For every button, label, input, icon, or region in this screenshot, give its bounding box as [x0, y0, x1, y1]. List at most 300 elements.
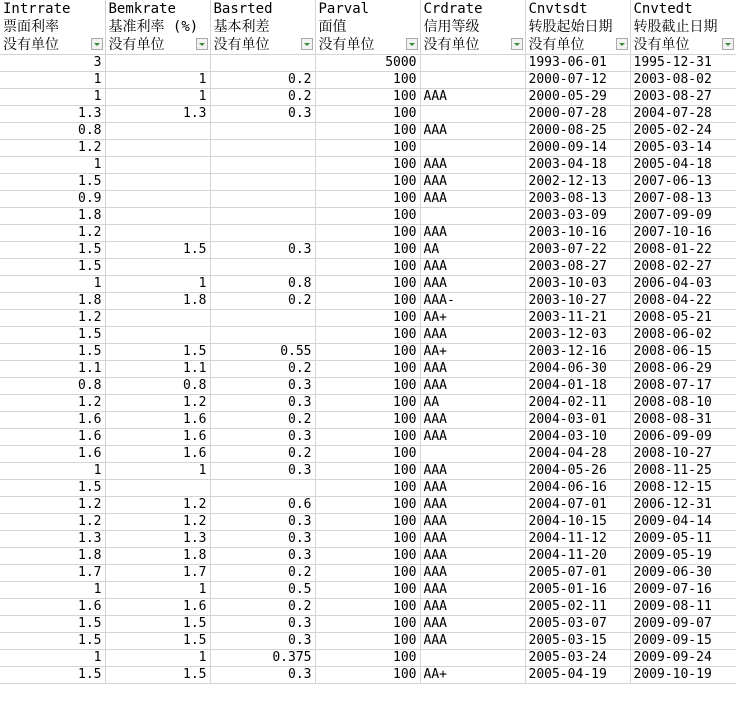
table-cell[interactable]: 100	[315, 548, 420, 565]
table-cell[interactable]: 1.5	[0, 616, 105, 633]
table-cell[interactable]: AAA-	[420, 293, 525, 310]
table-cell[interactable]: 0.8	[0, 378, 105, 395]
column-unit: 没有单位	[318, 37, 375, 53]
table-cell[interactable]: 2008-02-27	[630, 259, 736, 276]
table-cell[interactable]: AA	[420, 395, 525, 412]
table-cell[interactable]: 2003-12-03	[525, 327, 630, 344]
table-cell[interactable]: 1.5	[105, 616, 210, 633]
table-cell[interactable]	[420, 55, 525, 72]
table-cell[interactable]: 100	[315, 140, 420, 157]
table-cell[interactable]: 1.1	[0, 361, 105, 378]
table-cell[interactable]: AAA	[420, 225, 525, 242]
table-cell[interactable]: 0.2	[210, 565, 315, 582]
table-cell[interactable]: 100	[315, 72, 420, 89]
table-cell[interactable]: 1.5	[0, 480, 105, 497]
table-cell[interactable]: 0.375	[210, 650, 315, 667]
table-cell[interactable]: 2008-06-15	[630, 344, 736, 361]
table-cell[interactable]	[420, 446, 525, 463]
table-cell[interactable]: AA+	[420, 344, 525, 361]
table-cell[interactable]: AAA	[420, 378, 525, 395]
table-row	[0, 361, 736, 378]
table-cell[interactable]: 100	[315, 582, 420, 599]
table-cell[interactable]: 2000-05-29	[525, 89, 630, 106]
table-cell[interactable]: 1.2	[0, 225, 105, 242]
table-cell[interactable]: 2004-05-26	[525, 463, 630, 480]
table-cell[interactable]: 2004-04-28	[525, 446, 630, 463]
table-cell[interactable]: 2005-04-19	[525, 667, 630, 684]
table-cell[interactable]: 0.2	[210, 293, 315, 310]
table-cell[interactable]: 1	[0, 276, 105, 293]
table-cell[interactable]: 100	[315, 497, 420, 514]
table-cell[interactable]: 2005-03-24	[525, 650, 630, 667]
table-cell[interactable]: 1	[105, 582, 210, 599]
table-cell[interactable]: 1995-12-31	[630, 55, 736, 72]
table-cell[interactable]: 0.3	[210, 242, 315, 259]
table-cell[interactable]: AAA	[420, 497, 525, 514]
table-cell[interactable]: 1.8	[0, 208, 105, 225]
table-cell[interactable]: 1.3	[0, 531, 105, 548]
table-cell[interactable]	[210, 327, 315, 344]
table-cell[interactable]: 100	[315, 293, 420, 310]
table-row	[0, 55, 736, 72]
table-cell[interactable]: 1	[105, 276, 210, 293]
table-cell[interactable]: AAA	[420, 276, 525, 293]
table-cell[interactable]: 0.3	[210, 429, 315, 446]
table-cell[interactable]: 100	[315, 344, 420, 361]
table-cell[interactable]: 2000-09-14	[525, 140, 630, 157]
table-cell[interactable]	[420, 140, 525, 157]
table-row	[0, 191, 736, 208]
table-cell[interactable]: 100	[315, 310, 420, 327]
table-cell[interactable]	[105, 123, 210, 140]
table-cell[interactable]: 1.5	[0, 633, 105, 650]
table-row	[0, 412, 736, 429]
table-cell[interactable]: 1.5	[0, 174, 105, 191]
table-cell[interactable]	[105, 140, 210, 157]
filter-dropdown-icon[interactable]	[722, 38, 734, 50]
table-cell[interactable]: 0.2	[210, 446, 315, 463]
table-cell[interactable]: 1.6	[105, 446, 210, 463]
table-cell[interactable]: 2004-11-12	[525, 531, 630, 548]
table-cell[interactable]: 0.2	[210, 89, 315, 106]
column-unit-cell[interactable]	[0, 36, 105, 55]
table-cell[interactable]: 0.3	[210, 531, 315, 548]
table-cell[interactable]: 1.2	[0, 514, 105, 531]
table-cell[interactable]: 2005-07-01	[525, 565, 630, 582]
column-unit-cell[interactable]	[525, 36, 630, 55]
table-cell[interactable]: 1.6	[0, 599, 105, 616]
table-cell[interactable]: 1.5	[105, 633, 210, 650]
table-cell[interactable]: 100	[315, 259, 420, 276]
table-cell[interactable]: 5000	[315, 55, 420, 72]
table-cell[interactable]: 2006-04-03	[630, 276, 736, 293]
table-cell[interactable]: 1	[0, 650, 105, 667]
table-cell[interactable]: AAA	[420, 514, 525, 531]
table-cell[interactable]	[210, 123, 315, 140]
table-cell[interactable]: 0.3	[210, 463, 315, 480]
table-cell[interactable]: 1.8	[105, 548, 210, 565]
column-name[interactable]: 转股截止日期	[630, 18, 736, 36]
table-cell[interactable]: 1.5	[105, 242, 210, 259]
table-cell[interactable]: 100	[315, 89, 420, 106]
table-cell[interactable]	[420, 650, 525, 667]
table-cell[interactable]: 0.3	[210, 667, 315, 684]
table-cell[interactable]: 2002-12-13	[525, 174, 630, 191]
table-cell[interactable]: 1.8	[0, 293, 105, 310]
table-cell[interactable]: 100	[315, 327, 420, 344]
table-cell[interactable]: 2004-03-10	[525, 429, 630, 446]
table-cell[interactable]: 100	[315, 242, 420, 259]
table-cell[interactable]: 1993-06-01	[525, 55, 630, 72]
table-cell[interactable]: 0.3	[210, 378, 315, 395]
column-name[interactable]: 票面利率	[0, 18, 105, 36]
table-cell[interactable]: 100	[315, 599, 420, 616]
table-cell[interactable]: 100	[315, 667, 420, 684]
table-cell[interactable]: 2004-11-20	[525, 548, 630, 565]
table-cell[interactable]	[105, 310, 210, 327]
table-cell[interactable]: 1.8	[0, 548, 105, 565]
table-cell[interactable]: 0.3	[210, 395, 315, 412]
table-cell[interactable]	[210, 55, 315, 72]
table-cell[interactable]: 0.55	[210, 344, 315, 361]
table-cell[interactable]: 2008-05-21	[630, 310, 736, 327]
table-cell[interactable]: 1	[0, 463, 105, 480]
column-name[interactable]: 面值	[315, 18, 420, 36]
table-cell[interactable]: 100	[315, 395, 420, 412]
table-cell[interactable]: AAA	[420, 157, 525, 174]
filter-dropdown-icon[interactable]	[616, 38, 628, 50]
table-cell[interactable]: 100	[315, 429, 420, 446]
table-cell[interactable]: 2003-03-09	[525, 208, 630, 225]
table-cell[interactable]: 2007-10-16	[630, 225, 736, 242]
table-cell[interactable]: AAA	[420, 191, 525, 208]
table-cell[interactable]	[210, 259, 315, 276]
table-cell[interactable]: AA+	[420, 667, 525, 684]
table-cell[interactable]: 2003-10-16	[525, 225, 630, 242]
table-cell[interactable]: 0.2	[210, 72, 315, 89]
table-cell[interactable]: 2009-06-30	[630, 565, 736, 582]
table-cell[interactable]: 1.6	[105, 412, 210, 429]
table-cell[interactable]: 1	[0, 157, 105, 174]
table-cell[interactable]: AAA	[420, 259, 525, 276]
table-cell[interactable]: 2007-06-13	[630, 174, 736, 191]
table-cell[interactable]: 2009-05-11	[630, 531, 736, 548]
table-cell[interactable]: AAA	[420, 582, 525, 599]
table-cell[interactable]: 1.3	[105, 531, 210, 548]
table-cell[interactable]: 1.2	[105, 497, 210, 514]
table-cell[interactable]	[420, 72, 525, 89]
table-cell[interactable]: 1.2	[105, 514, 210, 531]
table-cell[interactable]: AAA	[420, 89, 525, 106]
table-row	[0, 395, 736, 412]
table-cell[interactable]: 2007-09-09	[630, 208, 736, 225]
table-cell[interactable]: 100	[315, 531, 420, 548]
table-cell[interactable]: 2000-07-12	[525, 72, 630, 89]
table-cell[interactable]: AAA	[420, 565, 525, 582]
table-cell[interactable]: 2008-10-27	[630, 446, 736, 463]
table-cell[interactable]: 2004-06-16	[525, 480, 630, 497]
table-row	[0, 106, 736, 123]
table-cell[interactable]: 2005-03-14	[630, 140, 736, 157]
table-cell[interactable]: AAA	[420, 327, 525, 344]
table-cell[interactable]: 2003-10-27	[525, 293, 630, 310]
table-cell[interactable]: 0.3	[210, 548, 315, 565]
column-code[interactable]: Cnvtedt	[630, 0, 736, 18]
table-cell[interactable]: 2003-08-02	[630, 72, 736, 89]
table-cell[interactable]	[105, 208, 210, 225]
table-cell[interactable]: 1	[0, 582, 105, 599]
table-cell[interactable]: 100	[315, 106, 420, 123]
table-cell[interactable]	[105, 174, 210, 191]
table-cell[interactable]: 100	[315, 514, 420, 531]
table-cell[interactable]: 1.5	[0, 242, 105, 259]
table-cell[interactable]: AAA	[420, 548, 525, 565]
table-cell[interactable]	[210, 208, 315, 225]
table-cell[interactable]: 2000-07-28	[525, 106, 630, 123]
column-code[interactable]: Parval	[315, 0, 420, 18]
table-cell[interactable]: 0.2	[210, 361, 315, 378]
table-cell[interactable]: 0.9	[0, 191, 105, 208]
table-cell[interactable]: 1.2	[0, 395, 105, 412]
table-cell[interactable]: AA+	[420, 310, 525, 327]
table-cell[interactable]: 100	[315, 123, 420, 140]
table-cell[interactable]: 2003-11-21	[525, 310, 630, 327]
filter-dropdown-icon[interactable]	[301, 38, 313, 50]
table-cell[interactable]: 100	[315, 616, 420, 633]
table-cell[interactable]: 1.5	[0, 344, 105, 361]
table-cell[interactable]: 2004-01-18	[525, 378, 630, 395]
column-code[interactable]: Intrrate	[0, 0, 105, 18]
unit-header-row	[0, 36, 736, 55]
table-cell[interactable]: AAA	[420, 480, 525, 497]
table-cell[interactable]: 2009-09-24	[630, 650, 736, 667]
table-cell[interactable]: 2008-11-25	[630, 463, 736, 480]
table-cell[interactable]: 1.7	[0, 565, 105, 582]
table-cell[interactable]: 2005-03-15	[525, 633, 630, 650]
column-unit-cell[interactable]	[210, 36, 315, 55]
table-cell[interactable]: 1.5	[105, 667, 210, 684]
column-unit-cell[interactable]	[630, 36, 736, 55]
column-name[interactable]: 转股起始日期	[525, 18, 630, 36]
table-cell[interactable]	[210, 140, 315, 157]
table-cell[interactable]: AAA	[420, 633, 525, 650]
column-name[interactable]: 基本利差	[210, 18, 315, 36]
table-cell[interactable]: AAA	[420, 412, 525, 429]
table-cell[interactable]: 2004-03-01	[525, 412, 630, 429]
column-unit-cell[interactable]	[105, 36, 210, 55]
table-cell[interactable]: 1.2	[0, 140, 105, 157]
table-cell[interactable]: 1.5	[0, 259, 105, 276]
table-cell[interactable]: 2003-08-13	[525, 191, 630, 208]
table-cell[interactable]: 1.1	[105, 361, 210, 378]
table-cell[interactable]: 2005-01-16	[525, 582, 630, 599]
table-cell[interactable]: AAA	[420, 361, 525, 378]
table-cell[interactable]: 2004-10-15	[525, 514, 630, 531]
column-code[interactable]: Cnvtsdt	[525, 0, 630, 18]
table-cell[interactable]: 1.2	[105, 395, 210, 412]
table-cell[interactable]: 2006-09-09	[630, 429, 736, 446]
table-cell[interactable]: 2009-09-07	[630, 616, 736, 633]
table-cell[interactable]: 2003-08-27	[525, 259, 630, 276]
table-cell[interactable]: 1.5	[105, 344, 210, 361]
table-cell[interactable]: 0.3	[210, 514, 315, 531]
table-cell[interactable]: 2003-08-27	[630, 89, 736, 106]
table-cell[interactable]: 2004-07-01	[525, 497, 630, 514]
table-cell[interactable]	[105, 191, 210, 208]
table-cell[interactable]: 100	[315, 225, 420, 242]
table-cell[interactable]	[420, 208, 525, 225]
table-cell[interactable]: 1	[105, 72, 210, 89]
table-cell[interactable]: 1.6	[105, 429, 210, 446]
table-cell[interactable]: 1.6	[0, 412, 105, 429]
table-cell[interactable]	[210, 480, 315, 497]
table-cell[interactable]: 0.3	[210, 616, 315, 633]
table-cell[interactable]: 1.3	[105, 106, 210, 123]
table-cell[interactable]: 2009-10-19	[630, 667, 736, 684]
column-unit-cell[interactable]	[315, 36, 420, 55]
table-cell[interactable]: 2009-04-14	[630, 514, 736, 531]
table-cell[interactable]: 0.3	[210, 633, 315, 650]
table-cell[interactable]: 2008-08-10	[630, 395, 736, 412]
table-cell[interactable]: 2006-12-31	[630, 497, 736, 514]
table-cell[interactable]: 2005-02-24	[630, 123, 736, 140]
table-cell[interactable]: 100	[315, 650, 420, 667]
filter-dropdown-icon[interactable]	[91, 38, 103, 50]
table-cell[interactable]: 1.8	[105, 293, 210, 310]
column-unit-cell[interactable]	[420, 36, 525, 55]
table-cell[interactable]	[105, 225, 210, 242]
table-cell[interactable]: 2008-07-17	[630, 378, 736, 395]
table-cell[interactable]: 1.6	[0, 429, 105, 446]
column-name[interactable]: 基准利率 (%)	[105, 18, 210, 36]
table-cell[interactable]: 2009-08-11	[630, 599, 736, 616]
table-cell[interactable]: 1	[105, 650, 210, 667]
table-cell[interactable]: 100	[315, 463, 420, 480]
column-code[interactable]: Bemkrate	[105, 0, 210, 18]
table-cell[interactable]: 1	[105, 463, 210, 480]
filter-dropdown-icon[interactable]	[196, 38, 208, 50]
table-cell[interactable]: 100	[315, 174, 420, 191]
table-cell[interactable]: 2008-01-22	[630, 242, 736, 259]
table-cell[interactable]: 100	[315, 565, 420, 582]
table-cell[interactable]: 2005-02-11	[525, 599, 630, 616]
table-cell[interactable]: 1.6	[105, 599, 210, 616]
table-cell[interactable]: 1.5	[0, 667, 105, 684]
table-cell[interactable]	[105, 55, 210, 72]
table-cell[interactable]: 2003-07-22	[525, 242, 630, 259]
table-cell[interactable]: 2000-08-25	[525, 123, 630, 140]
table-cell[interactable]	[210, 157, 315, 174]
table-cell[interactable]: AAA	[420, 616, 525, 633]
table-cell[interactable]: 0.8	[0, 123, 105, 140]
table-cell[interactable]: 2009-05-19	[630, 548, 736, 565]
column-unit: 没有单位	[3, 37, 59, 53]
filter-dropdown-icon[interactable]	[406, 38, 418, 50]
column-unit: 没有单位	[213, 37, 270, 53]
table-cell[interactable]: 2004-06-30	[525, 361, 630, 378]
table-cell[interactable]: 1.7	[105, 565, 210, 582]
table-cell[interactable]: 2009-07-16	[630, 582, 736, 599]
table-row	[0, 72, 736, 89]
column-name[interactable]: 信用等级	[420, 18, 525, 36]
table-cell[interactable]: 2008-12-15	[630, 480, 736, 497]
table-cell[interactable]: 2003-12-16	[525, 344, 630, 361]
table-cell[interactable]: 3	[0, 55, 105, 72]
table-cell[interactable]: 1.6	[0, 446, 105, 463]
table-cell[interactable]: 2003-04-18	[525, 157, 630, 174]
table-cell[interactable]: 1.3	[0, 106, 105, 123]
table-cell[interactable]: 100	[315, 157, 420, 174]
table-cell[interactable]	[105, 480, 210, 497]
table-cell[interactable]: 100	[315, 378, 420, 395]
table-cell[interactable]	[105, 327, 210, 344]
table-cell[interactable]: 1.2	[0, 310, 105, 327]
table-cell[interactable]: AAA	[420, 599, 525, 616]
table-cell[interactable]: 100	[315, 446, 420, 463]
table-cell[interactable]: 2009-09-15	[630, 633, 736, 650]
column-code[interactable]: Crdrate	[420, 0, 525, 18]
table-cell[interactable]: 0.8	[105, 378, 210, 395]
filter-dropdown-icon[interactable]	[511, 38, 523, 50]
table-row	[0, 378, 736, 395]
table-cell[interactable]: 0.8	[210, 276, 315, 293]
table-cell[interactable]	[210, 191, 315, 208]
table-cell[interactable]: 2008-08-31	[630, 412, 736, 429]
table-cell[interactable]: 1	[0, 72, 105, 89]
table-cell[interactable]: 1	[0, 89, 105, 106]
table-cell[interactable]: 2007-08-13	[630, 191, 736, 208]
table-cell[interactable]: 2008-06-29	[630, 361, 736, 378]
table-cell[interactable]: 100	[315, 480, 420, 497]
table-cell[interactable]: 0.2	[210, 599, 315, 616]
table-cell[interactable]: 2005-04-18	[630, 157, 736, 174]
table-cell[interactable]: AAA	[420, 463, 525, 480]
table-cell[interactable]	[105, 259, 210, 276]
table-cell[interactable]: 100	[315, 276, 420, 293]
table-cell[interactable]: 100	[315, 208, 420, 225]
table-cell[interactable]: 100	[315, 361, 420, 378]
table-cell[interactable]: 0.2	[210, 412, 315, 429]
table-cell[interactable]: 0.5	[210, 582, 315, 599]
table-cell[interactable]	[105, 157, 210, 174]
table-cell[interactable]: 1	[105, 89, 210, 106]
table-cell[interactable]: AA	[420, 242, 525, 259]
column-unit: 没有单位	[108, 37, 165, 53]
table-cell[interactable]: 2003-10-03	[525, 276, 630, 293]
table-cell[interactable]: AAA	[420, 429, 525, 446]
table-cell[interactable]	[420, 106, 525, 123]
table-cell[interactable]: 100	[315, 412, 420, 429]
table-cell[interactable]: 0.3	[210, 106, 315, 123]
table-cell[interactable]: AAA	[420, 174, 525, 191]
table-cell[interactable]: 100	[315, 191, 420, 208]
table-cell[interactable]: 2008-06-02	[630, 327, 736, 344]
table-cell[interactable]	[210, 225, 315, 242]
column-code[interactable]: Basrted	[210, 0, 315, 18]
table-cell[interactable]: AAA	[420, 123, 525, 140]
table-cell[interactable]	[210, 310, 315, 327]
table-cell[interactable]: 2005-03-07	[525, 616, 630, 633]
table-cell[interactable]: AAA	[420, 531, 525, 548]
table-cell[interactable]: 1.5	[0, 327, 105, 344]
table-cell[interactable]: 1.2	[0, 497, 105, 514]
table-cell[interactable]: 2008-04-22	[630, 293, 736, 310]
table-cell[interactable]	[210, 174, 315, 191]
table-cell[interactable]: 100	[315, 633, 420, 650]
table-cell[interactable]: 2004-02-11	[525, 395, 630, 412]
table-cell[interactable]: 2004-07-28	[630, 106, 736, 123]
table-cell[interactable]: 0.6	[210, 497, 315, 514]
